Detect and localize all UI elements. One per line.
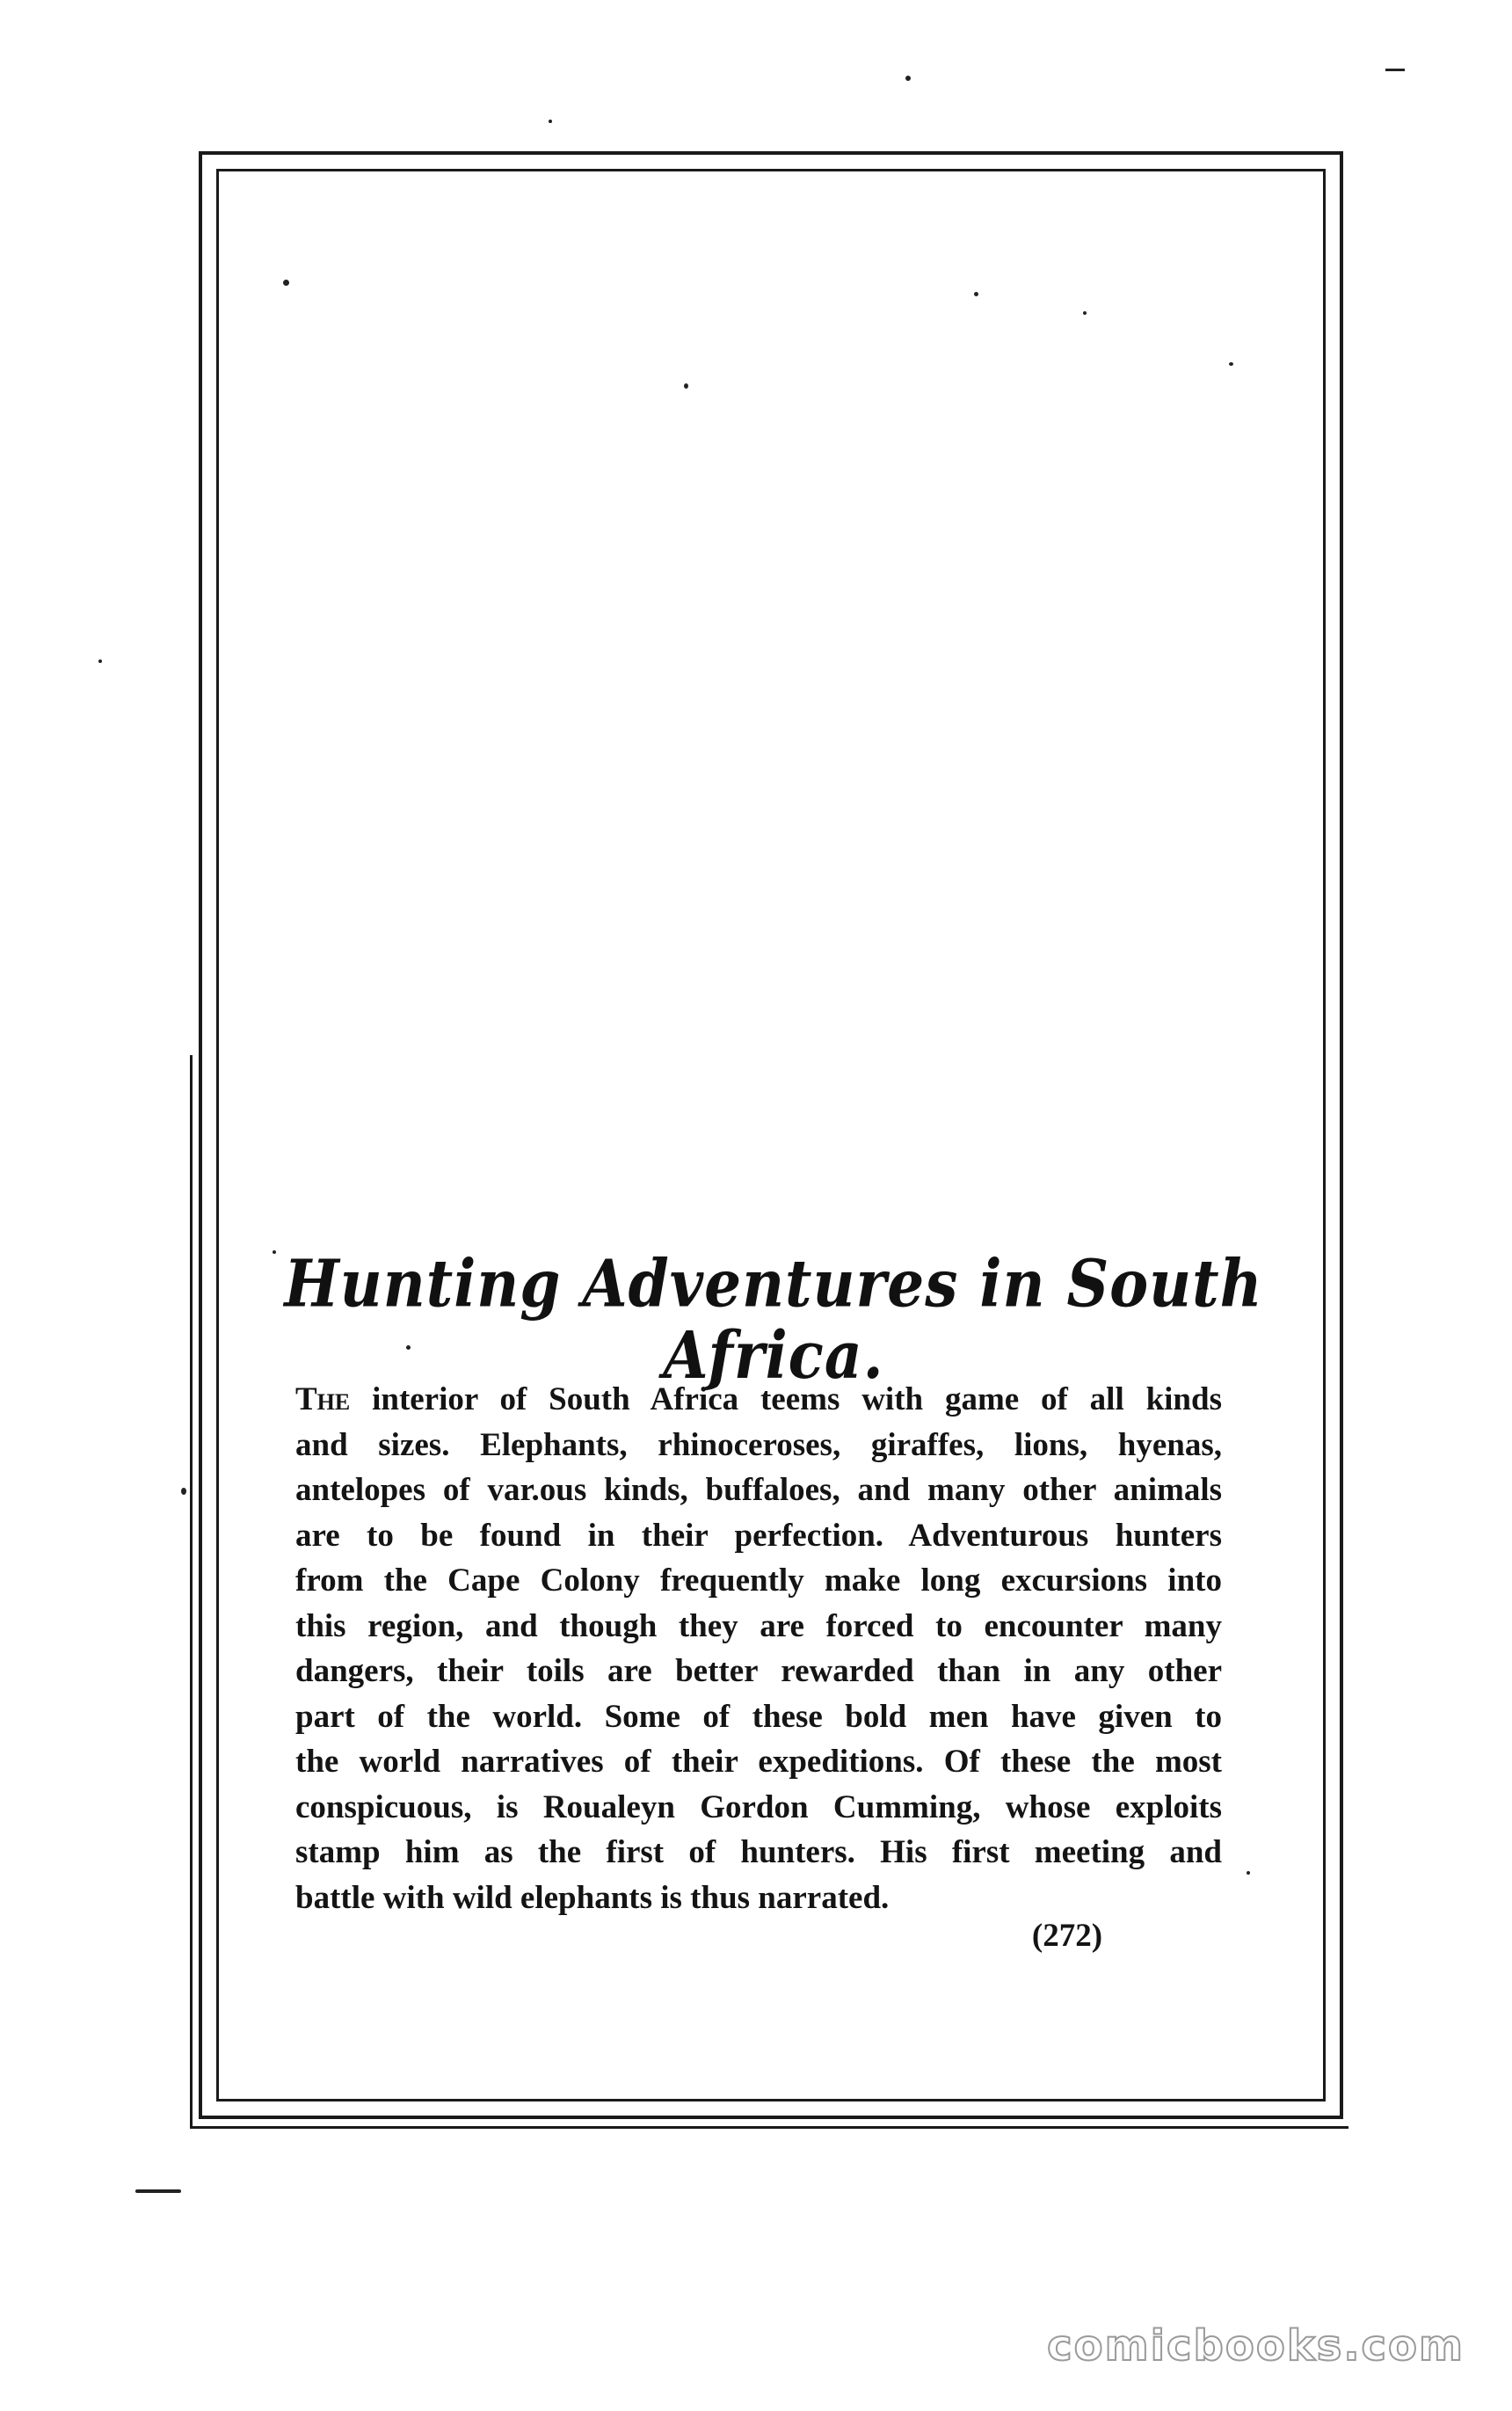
- scan-speck: [283, 280, 289, 286]
- text-line: this region, and though they are forced to encounter many: [295, 1607, 1222, 1644]
- scan-speck: [135, 2189, 181, 2193]
- drop-word: The: [295, 1381, 351, 1417]
- chapter-heading: Hunting Adventures in South Africa.: [284, 1244, 1263, 1394]
- text-line: battle with wild elephants is thus narrated.: [295, 1879, 890, 1916]
- page-number: (272): [1031, 1918, 1103, 1954]
- scan-speck: [1385, 69, 1405, 71]
- scan-speck: [1083, 311, 1087, 315]
- scan-speck: [974, 292, 978, 296]
- frame-left-rule: [190, 1055, 193, 2128]
- text-line: the world narratives of their expeditions. Of these the most: [295, 1744, 1222, 1780]
- text-line: conspicuous, is Roualeyn Gordon Cumming, whose exploits: [295, 1788, 1222, 1825]
- text-line: are to be found in their perfection. Adventurous hunters: [295, 1517, 1222, 1554]
- watermark-logo: comicbooks.com: [1047, 2321, 1465, 2371]
- text-line: stamp him as the first of hunters. His first meeting and: [295, 1834, 1222, 1870]
- body-paragraph: [295, 1377, 1222, 1920]
- text-line-rest: interior of South Africa teems with game of all kinds: [350, 1381, 1222, 1417]
- frame-bottom-rule: [190, 2126, 1348, 2129]
- scan-speck: [684, 383, 688, 389]
- scan-speck: [549, 120, 552, 123]
- text-line: dangers, their toils are better rewarded than in any other: [295, 1653, 1222, 1689]
- scan-speck: [1229, 362, 1233, 366]
- scan-speck: [181, 1488, 186, 1495]
- scan-speck: [905, 76, 911, 81]
- scan-speck: [98, 659, 102, 663]
- text-line: antelopes of var.ous kinds, buffaloes, and many other animals: [295, 1472, 1222, 1508]
- text-line: part of the world. Some of these bold men have given to: [295, 1698, 1222, 1735]
- text-line: from the Cape Colony frequently make long excursions into: [295, 1562, 1222, 1599]
- scan-speck: [1247, 1871, 1250, 1875]
- text-line: [295, 1377, 1222, 1423]
- text-line: and sizes. Elephants, rhinoceroses, giraffes, lions, hyenas,: [295, 1426, 1222, 1463]
